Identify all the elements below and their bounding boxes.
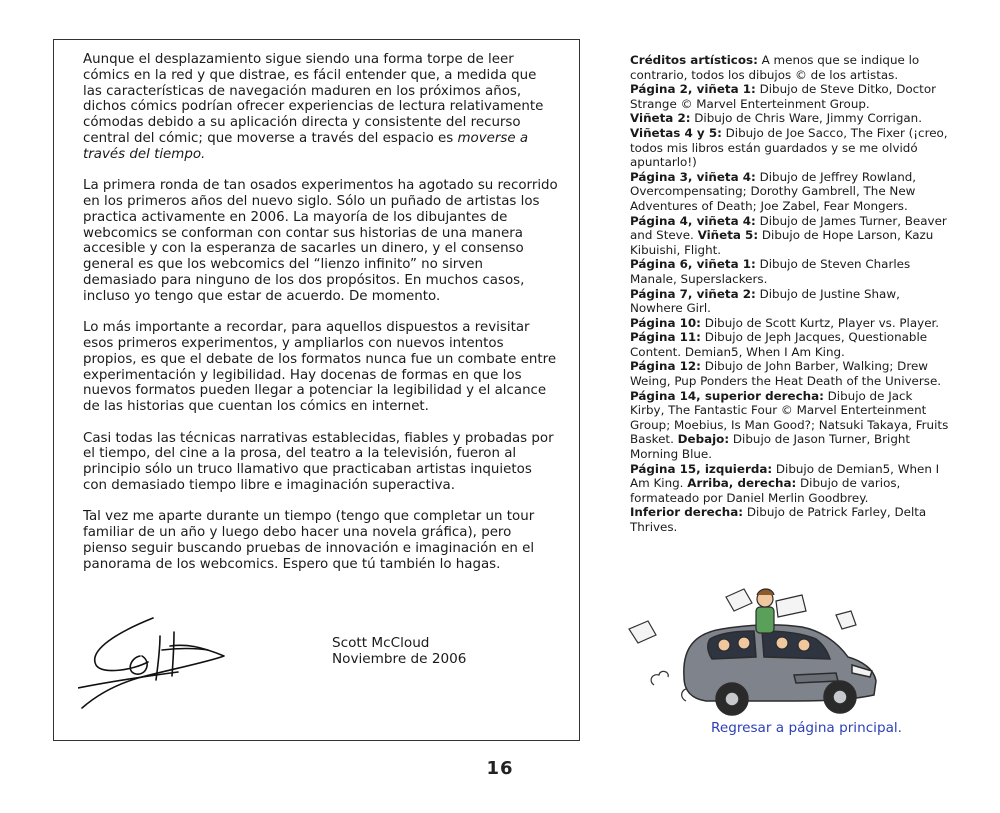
credit-label: Inferior derecha: bbox=[630, 505, 744, 520]
credit-text: Dibujo de Steve Ditko, Doctor Strange © Marvel Enterteinment Group. bbox=[630, 82, 937, 111]
credit-entry bbox=[630, 505, 950, 534]
credit-label: Página 4, viñeta 4: bbox=[630, 213, 756, 228]
credit-text: Dibujo de Jeffrey Rowland, Overcompensating; Dorothy Gambrell, The New Adventures of Death; Joe Zabel, Fear Mongers. bbox=[630, 169, 917, 213]
essay-paragraph-5: Tal vez me aparte durante un tiempo (tengo que completar un tour familiar de un año y luego debo hacer una novela gráfica), pero pienso seguir buscando pruebas de innovación e imaginación en el panorama de los webcomics. Espero que tú también lo hagas. bbox=[83, 509, 535, 572]
credit-text: Dibujo de Joe Sacco, The Fixer (¡creo, todos mis libros están guardados y se me olvidó apuntarlo!) bbox=[630, 125, 948, 170]
credit-label: Créditos artísticos: bbox=[630, 53, 758, 67]
credit-entry bbox=[630, 389, 950, 462]
credit-label: Página 15, izquierda: bbox=[630, 461, 773, 476]
credit-label: Debajo: bbox=[677, 432, 730, 447]
credit-label: Página 3, viñeta 4: bbox=[630, 169, 756, 184]
credit-text: Dibujo de Demian5, When I Am King. bbox=[630, 461, 940, 491]
credit-label: Arriba, derecha: bbox=[687, 476, 797, 491]
essay-paragraph-2: La primera ronda de tan osados experimentos ha agotado su recorrido en los primeros años del nuevo siglo. Sólo un puñado de artistas los practica activamente en 2006. La mayoría de los dibujantes de webcomics se conforman con contar sus historias de una manera accesible y con la esperanza de sacarles un dinero, y el consenso general es que los webcomics del “lienzo infinito” no sirven demasiado para ninguno de los dos propósitos. En muchos casos, incluso yo tengo que estar de acuerdo. De momento. bbox=[83, 178, 558, 304]
handwritten-signature bbox=[78, 610, 238, 715]
credit-text: Dibujo de James Turner, Beaver and Steve. bbox=[630, 213, 947, 243]
back-to-main-link[interactable]: Regresar a página principal. bbox=[711, 720, 903, 736]
credit-text: A menos que se indique lo contrario, todos los dibujos © de los artistas. bbox=[630, 53, 920, 82]
credit-label: Viñeta 5: bbox=[697, 228, 759, 243]
credit-label: Página 7, viñeta 2: bbox=[630, 286, 756, 301]
page-number: 16 bbox=[486, 758, 514, 779]
credit-text: Dibujo de Justine Shaw, Nowhere Girl. bbox=[630, 286, 900, 316]
credit-entry bbox=[630, 53, 950, 82]
credit-text: Dibujo de Chris Ware, Jimmy Corrigan. bbox=[690, 111, 922, 126]
signature-date: Noviembre de 2006 bbox=[332, 651, 467, 667]
credit-label: Página 6, viñeta 1: bbox=[630, 257, 756, 272]
credit-label: Viñetas 4 y 5: bbox=[630, 125, 722, 140]
essay-paragraph-3: Lo más importante a recordar, para aquellos dispuestos a revisitar esos primeros experimentos, y ampliarlos con nuevos intentos propios, es que el debate de los formatos nunca fue un combate entre experimentación y legibilidad. Hay docenas de formas en que los nuevos formatos pueden llegar a potenciar la legibilidad y el alcance de las historias que cuentan los cómics en internet. bbox=[83, 320, 557, 415]
essay-panel bbox=[53, 39, 580, 741]
credit-entry bbox=[630, 287, 950, 316]
essay-paragraph-4: Casi todas las técnicas narrativas establecidas, fiables y probadas por el tiempo, del cine a la prosa, del teatro a la televisión, fueron al principio sólo un truco llamativo que practicaban artistas inquietos con demasiado tiempo libre e imaginación superactiva. bbox=[83, 430, 554, 493]
essay-paragraph-1-text: Aunque el desplazamiento sigue siendo una forma torpe de leer cómics en la red y que distrae, es fácil entender que, a medida que las características de navegación maduren en los próximos años, dichos cómics podrían ofrecer experiencias de lectura relativamente cómodas debido a su aplicación directa y consistente del recurso central del cómic; que moverse a través del espacio es bbox=[83, 52, 544, 146]
author-name: Scott McCloud bbox=[332, 635, 430, 651]
credit-text: Dibujo de Steven Charles Manale, Superslackers. bbox=[630, 257, 911, 286]
credit-label: Página 10: bbox=[630, 315, 701, 330]
credit-text: Dibujo de Jeph Jacques, Questionable Content. Demian5, When I Am King. bbox=[630, 330, 928, 359]
credit-entry bbox=[630, 126, 950, 170]
credit-label: Página 11: bbox=[630, 330, 701, 345]
credit-entry bbox=[630, 111, 950, 126]
signature-block bbox=[332, 635, 466, 667]
credit-text: Dibujo de John Barber, Walking; Drew Weing, Pup Ponders the Heat Death of the Universe. bbox=[630, 359, 942, 389]
credit-label: Página 14, superior derecha: bbox=[630, 388, 824, 403]
credit-entry bbox=[630, 170, 950, 214]
art-credits bbox=[630, 53, 950, 535]
credit-entry bbox=[630, 462, 950, 506]
credit-entry bbox=[630, 316, 950, 331]
credit-entry bbox=[630, 82, 950, 111]
credit-entry bbox=[630, 214, 950, 258]
essay-paragraph-1-emphasis: moverse a través del tiempo. bbox=[83, 130, 529, 162]
credit-entry bbox=[630, 330, 950, 359]
credit-label: Viñeta 2: bbox=[630, 111, 691, 126]
essay-body bbox=[83, 52, 558, 588]
credit-text: Dibujo de varios, formateado por Daniel Merlin Goodbrey. bbox=[630, 476, 901, 505]
essay-paragraph-1 bbox=[83, 52, 558, 163]
credit-text: Dibujo de Patrick Farley, Delta Thrives. bbox=[630, 505, 927, 534]
credit-text: Dibujo de Jack Kirby, The Fantastic Four © Marvel Enterteinment Group; Moebius, Is Man Good?; Natsuki Takaya, Fruits Basket. bbox=[630, 388, 949, 447]
car-illustration bbox=[626, 577, 896, 722]
credit-label: Página 12: bbox=[630, 359, 701, 374]
credit-text: Dibujo de Hope Larson, Kazu Kibuishi, Flight. bbox=[630, 228, 934, 257]
credit-text: Dibujo de Jason Turner, Bright Morning Blue. bbox=[630, 432, 911, 462]
credit-entry bbox=[630, 257, 950, 286]
credit-text: Dibujo de Scott Kurtz, Player vs. Player. bbox=[700, 315, 940, 330]
credit-label: Página 2, viñeta 1: bbox=[630, 82, 756, 97]
credit-entry bbox=[630, 359, 950, 388]
